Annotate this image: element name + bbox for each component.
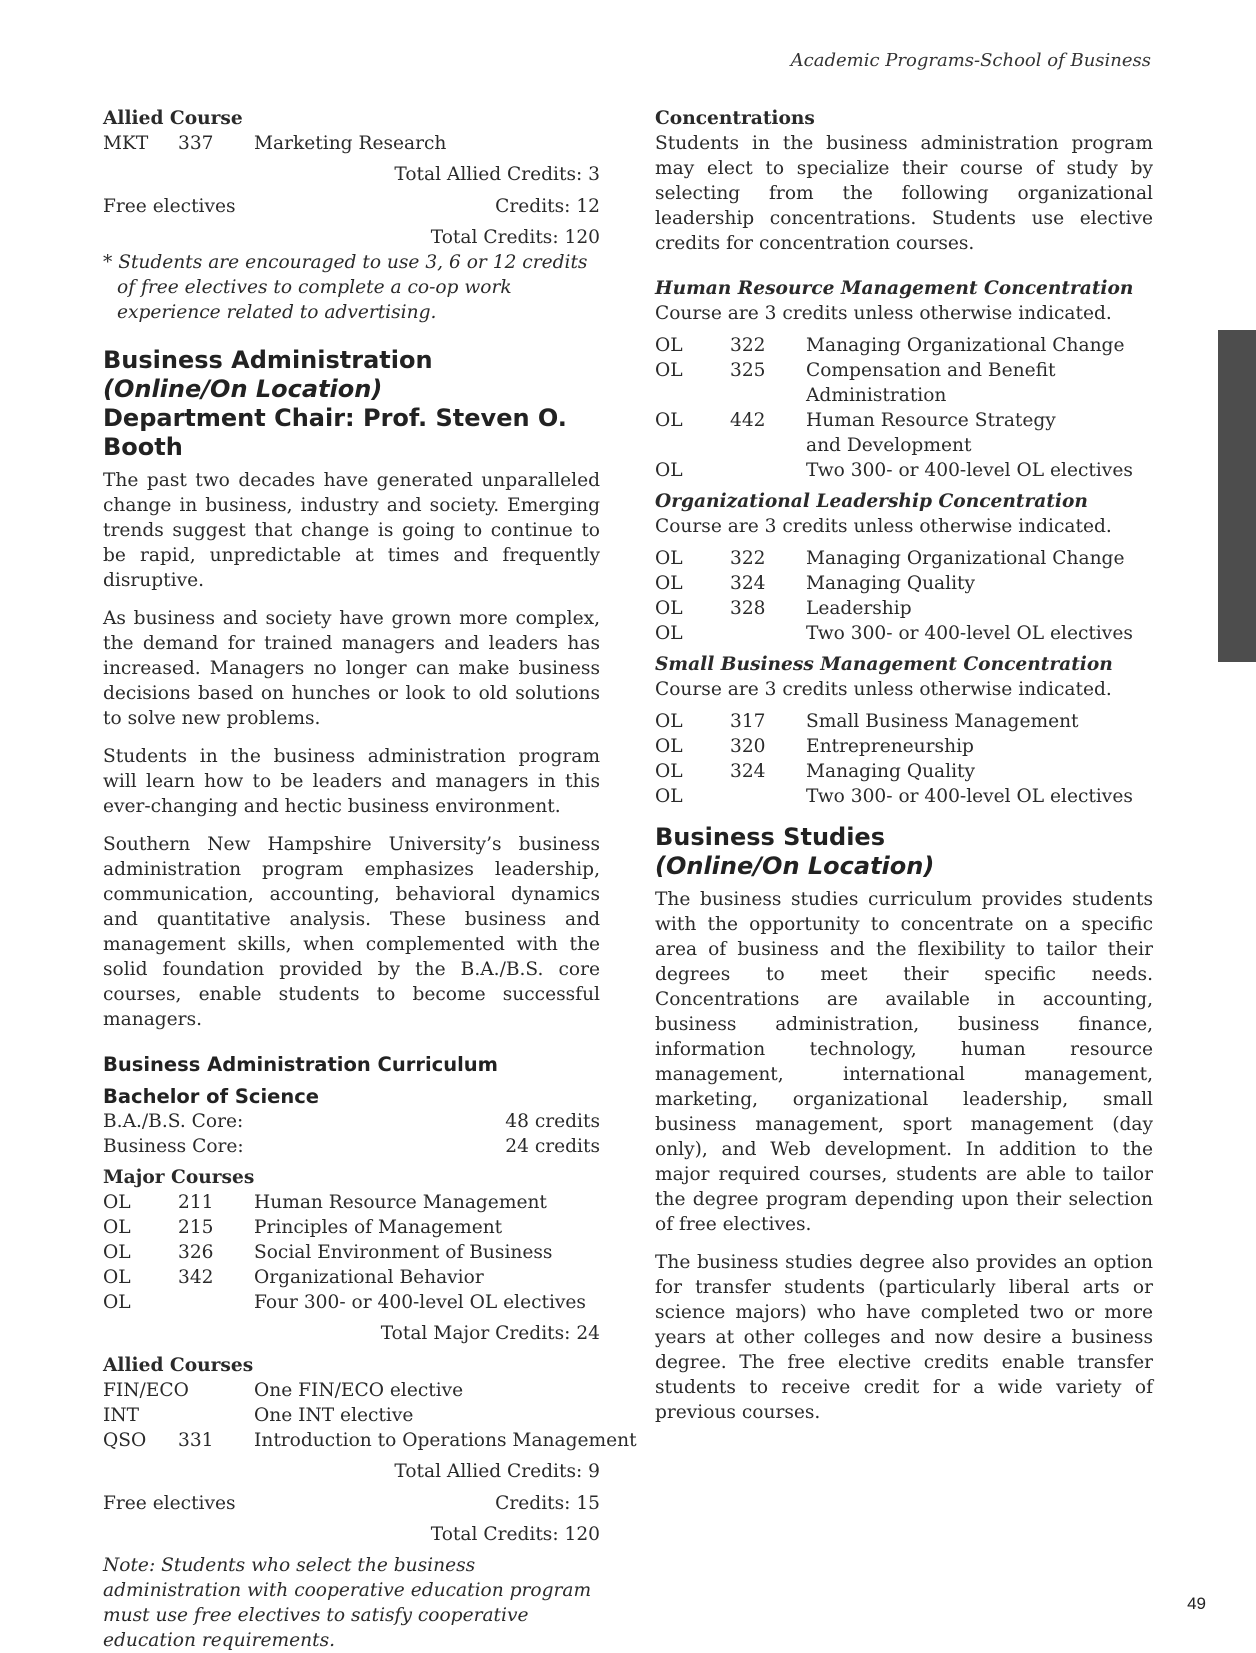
core-label: B.A./B.S. Core: — [103, 1111, 244, 1132]
free-electives-label: Free electives — [103, 196, 236, 217]
course-row — [103, 1290, 600, 1315]
course-name: Managing Organizational Change — [806, 548, 1125, 569]
paragraph: The business studies degree also provides an option for transfer students (particularly liberal arts or science majors) who have completed two or more years at other colleges and now desire a business degree. The free elective credits enable transfer students to receive credit for a wide variety of previous courses. — [655, 1252, 1153, 1423]
course-number: 322 — [730, 335, 766, 356]
core-row — [103, 1109, 600, 1134]
studies-subtitle: (Online/On Location) — [655, 852, 935, 880]
free-electives-credits: Credits: 12 — [495, 196, 600, 217]
core-label: Business Core: — [103, 1136, 244, 1157]
right-column — [655, 106, 1153, 1425]
course-number — [730, 784, 806, 809]
course-row — [655, 546, 1153, 571]
course-number: 324 — [730, 573, 766, 594]
free-electives-credits: Credits: 15 — [495, 1493, 600, 1514]
course-number — [730, 458, 806, 483]
concentration-note: Course are 3 credits unless otherwise indicated. — [655, 516, 1112, 537]
free-electives-label: Free electives — [103, 1493, 236, 1514]
program-subtitle: (Online/On Location) — [103, 375, 383, 403]
course-row — [655, 734, 1153, 759]
course-row — [655, 333, 1153, 358]
course-name: Managing Quality — [806, 761, 975, 782]
course-row — [655, 358, 1153, 408]
page-number: 49 — [1187, 1594, 1206, 1613]
total-text: Total Allied Credits: 3 — [394, 164, 600, 185]
course-prefix: OL — [655, 761, 683, 782]
studies-title: Business Studies — [655, 823, 885, 851]
course-prefix: OL — [655, 711, 683, 732]
course-number: 328 — [730, 598, 766, 619]
course-prefix: OL — [655, 410, 683, 431]
total-text: Total Allied Credits: 9 — [394, 1461, 600, 1482]
course-row — [655, 709, 1153, 734]
course-name: Compensation and Benefit Administration — [806, 360, 1056, 406]
course-number: 215 — [178, 1217, 214, 1238]
course-row — [655, 596, 1153, 621]
course-number: 337 — [178, 133, 214, 154]
course-name: Two 300- or 400-level OL electives — [806, 460, 1133, 481]
total-credits-text: Total Credits: 120 — [430, 1524, 600, 1545]
course-number: 211 — [178, 1192, 214, 1213]
course-name: Small Business Management — [806, 711, 1079, 732]
course-name: Marketing Research — [254, 133, 447, 154]
course-number: 326 — [178, 1242, 214, 1263]
concentration-title: Human Resource Management Concentration — [655, 278, 1134, 299]
course-prefix: OL — [103, 1242, 131, 1263]
program-title: Business Administration — [103, 346, 433, 374]
paragraph: Students in the business administration program will learn how to be leaders and managers in this ever-changing and hectic business environment. — [103, 746, 600, 817]
left-column — [103, 106, 637, 1653]
course-prefix: OL — [655, 460, 683, 481]
course-prefix: FIN/ECO — [103, 1380, 189, 1401]
allied-course-title: Allied Course — [103, 108, 243, 129]
course-row — [655, 571, 1153, 596]
course-number: 322 — [730, 548, 766, 569]
paragraph: Southern New Hampshire University’s business administration program emphasizes leadership, communication, accounting, behavioral dynamics and quantitative analysis. These business and management skills, when complemented with the solid foundation provided by the B.A./B.S. core courses, enable students to become successful managers. — [103, 834, 600, 1030]
total-allied-credits — [103, 1459, 600, 1484]
course-prefix: OL — [103, 1267, 131, 1288]
course-number — [730, 621, 806, 646]
total-text: Total Major Credits: 24 — [380, 1323, 600, 1344]
course-prefix: OL — [655, 598, 683, 619]
department-chair: Department Chair: Prof. Steven O. Booth — [103, 404, 567, 461]
course-number: 331 — [178, 1430, 214, 1451]
course-row — [103, 1215, 600, 1240]
major-courses-title: Major Courses — [103, 1167, 255, 1188]
course-row — [655, 621, 1153, 646]
concentration-note: Course are 3 credits unless otherwise indicated. — [655, 303, 1112, 324]
course-number — [178, 1290, 254, 1315]
curriculum-title: Business Administration Curriculum — [103, 1053, 498, 1076]
course-name: Two 300- or 400-level OL electives — [806, 623, 1133, 644]
free-electives-row — [103, 194, 600, 219]
course-prefix: OL — [655, 623, 683, 644]
course-name: Entrepreneurship — [806, 736, 974, 757]
core-value: 24 credits — [505, 1136, 600, 1157]
course-number: 442 — [730, 410, 766, 431]
course-name: Human Resource Management — [254, 1192, 547, 1213]
course-number: 325 — [730, 360, 766, 381]
concentration-note: Course are 3 credits unless otherwise indicated. — [655, 679, 1112, 700]
total-credits — [103, 225, 600, 250]
course-prefix: OL — [655, 573, 683, 594]
course-prefix: OL — [655, 786, 683, 807]
course-prefix: OL — [103, 1192, 131, 1213]
course-row — [655, 759, 1153, 784]
course-prefix: QSO — [103, 1430, 147, 1451]
course-number: 317 — [730, 711, 766, 732]
course-name: Managing Quality — [806, 573, 975, 594]
concentration-title: Organizational Leadership Concentration — [655, 491, 1088, 512]
course-prefix: INT — [103, 1405, 140, 1426]
course-row — [103, 1403, 600, 1428]
allied-courses-title: Allied Courses — [103, 1355, 254, 1376]
course-row — [103, 1428, 637, 1453]
core-value: 48 credits — [505, 1111, 600, 1132]
course-row — [655, 784, 1153, 809]
course-name: One FIN/ECO elective — [254, 1380, 464, 1401]
core-row — [103, 1134, 600, 1159]
total-major-credits — [103, 1321, 600, 1346]
course-number: 324 — [730, 761, 766, 782]
degree-title: Bachelor of Science — [103, 1085, 320, 1108]
course-row — [103, 1190, 600, 1215]
course-row — [103, 131, 600, 156]
course-prefix: OL — [655, 360, 683, 381]
concentration-title: Small Business Management Concentration — [655, 654, 1113, 675]
course-prefix: OL — [655, 548, 683, 569]
course-row — [103, 1240, 600, 1265]
concentrations-title: Concentrations — [655, 108, 815, 129]
course-number: 342 — [178, 1267, 214, 1288]
course-prefix: MKT — [103, 133, 149, 154]
course-name: Four 300- or 400-level OL electives — [254, 1292, 586, 1313]
paragraph: The past two decades have generated unparalleled change in business, industry and society. Emerging trends suggest that change is going to continue to be rapid, unpredictable at times and frequently disruptive. — [103, 470, 600, 591]
course-number: 320 — [730, 736, 766, 757]
course-name: Social Environment of Business — [254, 1242, 553, 1263]
course-name: Principles of Management — [254, 1217, 503, 1238]
cooperative-education-note: Note: Students who select the business administration with cooperative education program must use free electives to satisfy cooperative education requirements. — [103, 1555, 592, 1651]
course-row — [103, 1265, 600, 1290]
course-row — [655, 408, 1153, 458]
free-electives-row — [103, 1491, 600, 1516]
total-allied-credits — [103, 162, 600, 187]
course-name: Two 300- or 400-level OL electives — [806, 786, 1133, 807]
total-credits — [103, 1522, 600, 1547]
course-row — [655, 458, 1153, 483]
footnote: * Students are encouraged to use 3, 6 or 12 credits of free electives to complete a co-op work experience related to advertising. — [103, 252, 588, 323]
course-name: Human Resource Strategy and Development — [806, 410, 1056, 456]
paragraph: As business and society have grown more complex, the demand for trained managers and leaders has increased. Managers no longer can make business decisions based on hunches or look to old solutions to solve new problems. — [103, 608, 600, 729]
paragraph: The business studies curriculum provides students with the opportunity to concentrate on a specific area of business and the flexibility to tailor their degrees to meet their specific needs. Concentrations are available in accounting, business administration, business finance, information technology, human resource management, international management, marketing, organizational leadership, small business management, sport management (day only), and Web development. In addition to the major required courses, students are able to tailor the degree program depending upon their selection of free electives. — [655, 889, 1153, 1235]
course-prefix: OL — [655, 335, 683, 356]
concentrations-intro: Students in the business administration program may elect to specialize their course of study by selecting from the following organizational leadership concentrations. Students use elective credits for concentration courses. — [655, 133, 1153, 254]
course-prefix: OL — [655, 736, 683, 757]
course-name: One INT elective — [254, 1405, 414, 1426]
total-credits-text: Total Credits: 120 — [430, 227, 600, 248]
section-tab-marker — [1218, 330, 1256, 662]
course-name: Introduction to Operations Management — [254, 1430, 637, 1451]
running-head: Academic Programs-School of Business — [790, 50, 1151, 71]
course-name: Organizational Behavior — [254, 1267, 484, 1288]
course-prefix: OL — [103, 1217, 131, 1238]
course-name: Leadership — [806, 598, 912, 619]
course-row — [103, 1378, 600, 1403]
course-name: Managing Organizational Change — [806, 335, 1125, 356]
course-prefix: OL — [103, 1292, 131, 1313]
